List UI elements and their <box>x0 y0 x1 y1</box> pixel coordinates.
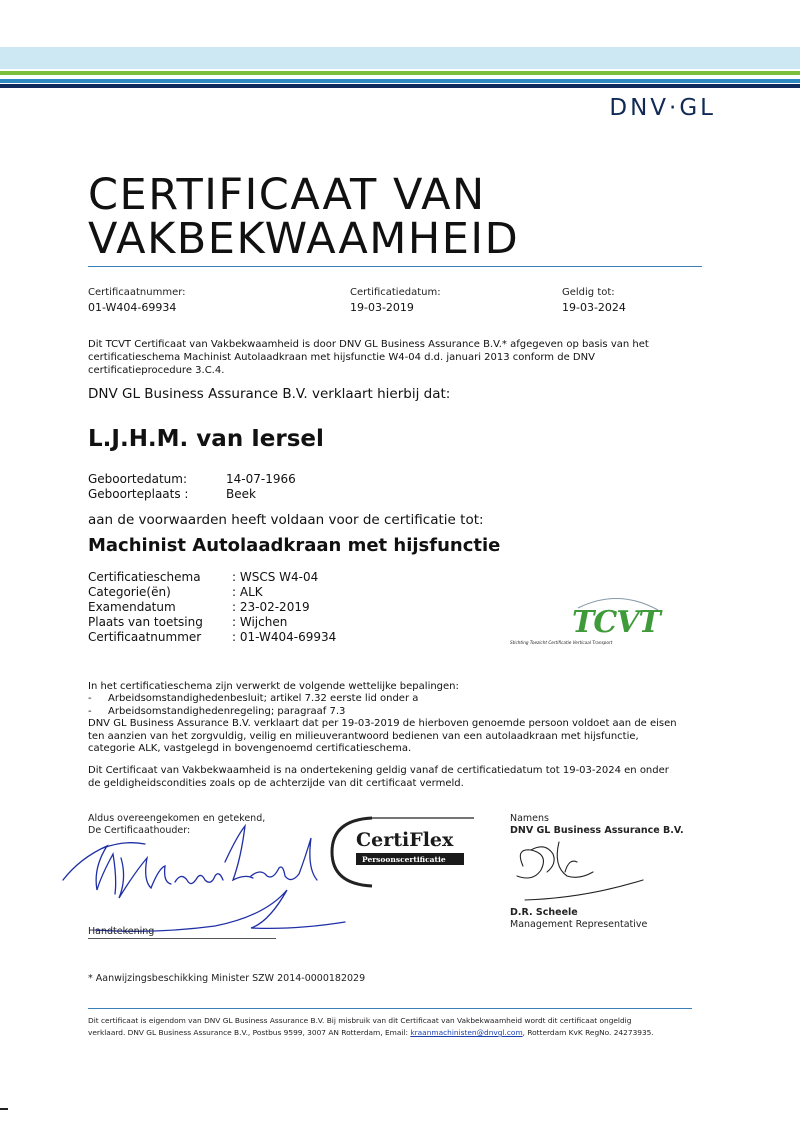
header-band-green <box>0 71 800 75</box>
agreed-text: Aldus overeengekomen en getekend, <box>88 813 266 824</box>
declaration-text: DNV GL Business Assurance B.V. verklaart hierbij dat: <box>88 386 451 402</box>
on-behalf-org: DNV GL Business Assurance B.V. <box>510 825 684 836</box>
birthplace-value: Beek <box>226 487 256 501</box>
dnv-gl-logo: DNV·GL <box>609 95 716 121</box>
valid-until-value: 19-03-2024 <box>562 301 626 314</box>
detail-value-category: : ALK <box>232 585 263 599</box>
legal-item: - Arbeidsomstandighedenbesluit; artikel 7.32 eerste lid onder a <box>88 693 419 705</box>
header-band-light <box>0 47 800 69</box>
detail-value-exam-date: : 23-02-2019 <box>232 600 310 614</box>
detail-label-certificate-number: Certificaatnummer <box>88 630 202 644</box>
signature-line <box>88 938 276 939</box>
svg-text:CertiFlex: CertiFlex <box>356 829 454 851</box>
signature-label: Handtekening <box>88 926 155 937</box>
conditions-text: aan de voorwaarden heeft voldaan voor de certificatie tot: <box>88 512 484 528</box>
certificate-date-label: Certificatiedatum: <box>350 287 441 298</box>
holder-signature <box>55 818 355 938</box>
footnote: * Aanwijzingsbeschikking Minister SZW 2014-0000182029 <box>88 973 366 984</box>
detail-label-exam-date: Examendatum <box>88 600 176 614</box>
header-band-navy <box>0 84 800 88</box>
tcvt-logo-graphic <box>508 594 698 650</box>
certificate-number-value: 01-W404-69934 <box>88 301 177 314</box>
footer-email-link[interactable]: kraanmachinisten@dnvgl.com <box>410 1028 523 1037</box>
birthplace-label: Geboorteplaats : <box>88 487 189 501</box>
certificate-title-line2: VAKBEKWAAMHEID <box>88 214 520 264</box>
legal-block: In het certificatieschema zijn verwerkt de volgende wettelijke bepalingen: - Arbeidsomstandighedenbesluit; artikel 7.32 eerste lid onder a - Arbeidsomstandighedenregeling; paragraaf 7.3 DNV GL Business Assurance B.V. verklaart dat per 19-03-2019 de hierboven genoemde persoon voldoet aan de eisen ten aanzien van het zorgvuldig, veilig en milieuverantwoord bedienen van een autolaadkraan met hijsfunctie, categorie ALK, vastgelegd in bovengenoemd certificatieschema. Dit Certificaat van Vakbekwaamheid is na ondertekening geldig vanaf de certificatiedatum tot 19-03-2024 en onder de geldigheidscondities zoals op de achterzijde van dit certificaat vermeld. <box>88 681 728 790</box>
valid-until-label: Geldig tot: <box>562 287 615 298</box>
signer-name: D.R. Scheele <box>510 907 578 918</box>
birthdate-label: Geboortedatum: <box>88 472 188 486</box>
birthdate-value: 14-07-1966 <box>226 472 296 486</box>
signer-role: Management Representative <box>510 919 648 930</box>
certificate-number-label: Certificaatnummer: <box>88 287 186 298</box>
title-divider <box>88 266 702 267</box>
svg-text:Persoonscertificatie: Persoonscertificatie <box>362 855 446 864</box>
svg-text:TCVT: TCVT <box>572 605 660 640</box>
certificate-title-line1: CERTIFICAAT VAN <box>88 170 486 220</box>
detail-value-schema: : WSCS W4-04 <box>232 570 319 584</box>
legal-item: - Arbeidsomstandighedenregeling; paragraaf 7.3 <box>88 705 346 717</box>
tcvt-logo <box>508 594 698 650</box>
certificate-date-value: 19-03-2019 <box>350 301 414 314</box>
intro-paragraph: Dit TCVT Certificaat van Vakbekwaamheid is door DNV GL Business Assurance B.V.* afgegeven op basis van het certificatieschema Machinist Autolaadkraan met hijsfunctie W4-04 d.d. januari 2013 conform de DNV certificatieprocedure 3.C.4. <box>88 339 649 376</box>
page-edge-mark <box>0 1108 8 1110</box>
holder-signature-graphic <box>55 818 355 938</box>
footer-divider <box>88 1008 692 1009</box>
detail-value-exam-location: : Wijchen <box>232 615 288 629</box>
holder-label: De Certificaathouder: <box>88 825 191 836</box>
dnv-signature-graphic <box>505 836 665 906</box>
dnv-signature <box>505 836 665 906</box>
footer-text: Dit certificaat is eigendom van DNV GL Business Assurance B.V. Bij misbruik van dit Certificaat van Vakbekwaamheid wordt dit certificaat ongeldig verklaard. DNV GL Business Assurance B.V., Postbus 9599, 3007 AN Rotterdam, Email: kraanmachinisten@dnvgl.com, Rotterdam KvK RegNo. 24273935. <box>88 1016 654 1037</box>
holder-name: L.J.H.M. van Iersel <box>88 426 324 452</box>
certiflex-stamp <box>328 816 478 888</box>
certiflex-stamp-graphic <box>328 816 478 888</box>
detail-value-certificate-number: : 01-W404-69934 <box>232 630 337 644</box>
on-behalf-label: Namens <box>510 813 549 824</box>
svg-text:Stichting Toezicht Certificati: Stichting Toezicht Certificatie Verticaal Transport <box>510 640 613 645</box>
detail-label-schema: Certificatieschema <box>88 570 201 584</box>
header-band-blue <box>0 79 800 83</box>
certified-function: Machinist Autolaadkraan met hijsfunctie <box>88 535 501 556</box>
detail-label-exam-location: Plaats van toetsing <box>88 615 203 629</box>
detail-label-category: Categorie(ën) <box>88 585 171 599</box>
